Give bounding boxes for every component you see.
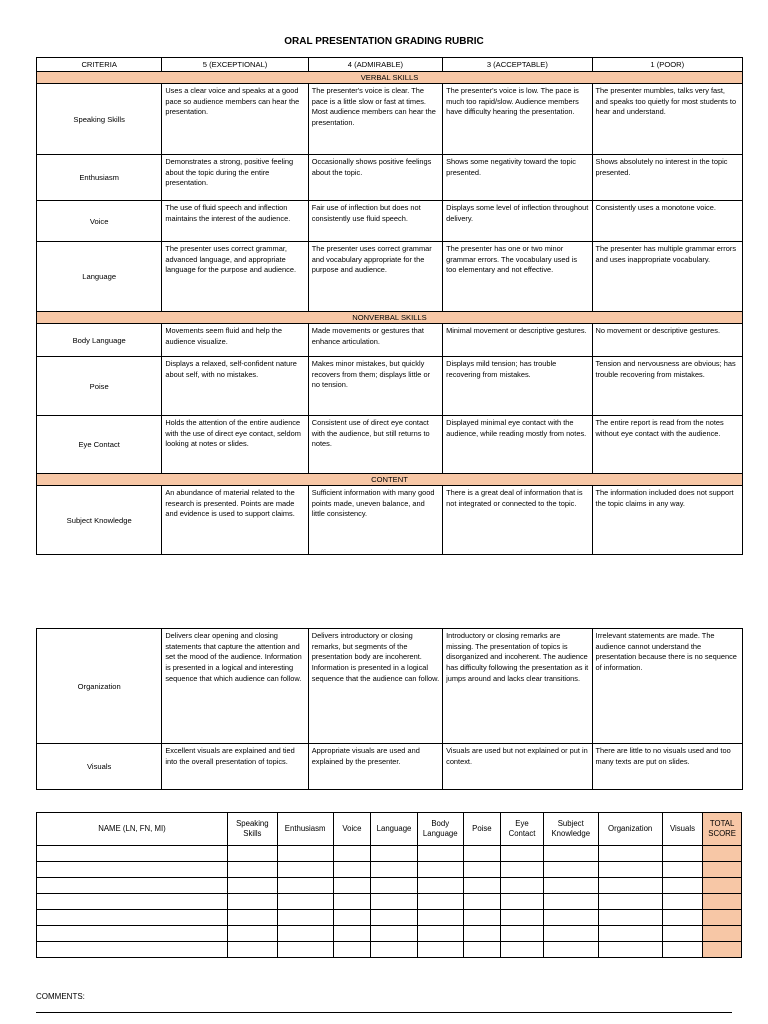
rubric-row-poise <box>37 357 743 416</box>
header-subject-knowledge: Subject Knowledge <box>543 813 598 846</box>
score-cell[interactable] <box>417 846 463 862</box>
score-cell[interactable] <box>501 910 544 926</box>
rubric-cell: Movements seem fluid and help the audience visualize. <box>162 324 308 357</box>
score-cell[interactable] <box>277 910 333 926</box>
score-cell[interactable] <box>543 942 598 958</box>
comments-label: COMMENTS: <box>36 992 85 1001</box>
rubric-table-continued <box>36 628 743 790</box>
rubric-cell: Fair use of inflection but does not consistently use fluid speech. <box>308 201 442 242</box>
score-cell[interactable] <box>333 942 371 958</box>
rubric-cell: Delivers clear opening and closing statements that capture the attention and set the mood of the audience. Information is presented in a logical and interesting sequence that which audience can follow. <box>162 629 308 744</box>
rubric-cell: Visuals are used but not explained or put in context. <box>443 744 592 790</box>
header-poise: Poise <box>463 813 501 846</box>
criterion-label: Poise <box>37 357 162 416</box>
score-cell[interactable] <box>227 846 277 862</box>
student-name-cell[interactable] <box>37 846 228 862</box>
score-cell[interactable] <box>463 926 501 942</box>
section-label: CONTENT <box>37 474 743 486</box>
rubric-cell: Appropriate visuals are used and explained by the presenter. <box>308 744 442 790</box>
score-cell[interactable] <box>333 910 371 926</box>
rubric-cell: Consistently uses a monotone voice. <box>592 201 742 242</box>
criterion-label: Subject Knowledge <box>37 486 162 555</box>
rubric-table <box>36 57 743 555</box>
rubric-row-subject-knowledge <box>37 486 743 555</box>
score-cell[interactable] <box>662 926 703 942</box>
rubric-row-visuals <box>37 744 743 790</box>
section-content <box>37 474 743 486</box>
rubric-row-eye-contact <box>37 416 743 474</box>
header-criteria: CRITERIA <box>37 58 162 72</box>
rubric-cell: Delivers introductory or closing remarks, but segments of the presentation body are incoherent. Information is presented in a logical sequence that the audience can follow. <box>308 629 442 744</box>
score-cell[interactable] <box>463 894 501 910</box>
score-cell[interactable] <box>543 910 598 926</box>
student-name-cell[interactable] <box>37 894 228 910</box>
criterion-label: Organization <box>37 629 162 744</box>
score-cell[interactable] <box>463 942 501 958</box>
student-name-cell[interactable] <box>37 942 228 958</box>
rubric-cell: The presenter's voice is clear. The pace is a little slow or fast at times. Most audience members can hear the presentation. <box>308 84 442 155</box>
rubric-cell: No movement or descriptive gestures. <box>592 324 742 357</box>
score-cell[interactable] <box>371 862 418 878</box>
score-cell[interactable] <box>598 894 662 910</box>
rubric-cell: The presenter uses correct grammar, advanced language, and appropriate language for the purpose and audience. <box>162 242 308 312</box>
section-label: VERBAL SKILLS <box>37 72 743 84</box>
score-cell[interactable] <box>227 926 277 942</box>
score-cell[interactable] <box>501 926 544 942</box>
score-cell[interactable] <box>227 910 277 926</box>
score-cell[interactable] <box>277 878 333 894</box>
score-cell[interactable] <box>417 862 463 878</box>
header-poor: 1 (POOR) <box>592 58 742 72</box>
header-exceptional: 5 (EXCEPTIONAL) <box>162 58 308 72</box>
rubric-cell: Excellent visuals are explained and tied into the overall presentation of topics. <box>162 744 308 790</box>
rubric-cell: There are little to no visuals used and too many texts are put on slides. <box>592 744 742 790</box>
total-score-cell[interactable] <box>703 894 742 910</box>
rubric-cell: Shows absolutely no interest in the topic presented. <box>592 155 742 201</box>
rubric-row-body-language <box>37 324 743 357</box>
rubric-cell: Displayed minimal eye contact with the audience, while reading mostly from notes. <box>443 416 592 474</box>
rubric-cell: Consistent use of direct eye contact with the audience, but still returns to notes. <box>308 416 442 474</box>
score-cell[interactable] <box>463 878 501 894</box>
grading-row <box>37 846 742 862</box>
rubric-cell: The presenter has multiple grammar errors and uses inappropriate vocabulary. <box>592 242 742 312</box>
score-cell[interactable] <box>463 862 501 878</box>
score-cell[interactable] <box>501 942 544 958</box>
score-cell[interactable] <box>543 862 598 878</box>
rubric-cell: There is a great deal of information that is not integrated or connected to the topic. <box>443 486 592 555</box>
score-cell[interactable] <box>227 878 277 894</box>
student-name-cell[interactable] <box>37 862 228 878</box>
score-cell[interactable] <box>463 910 501 926</box>
grading-row <box>37 910 742 926</box>
header-body-language: Body Language <box>417 813 463 846</box>
student-name-cell[interactable] <box>37 910 228 926</box>
score-cell[interactable] <box>598 878 662 894</box>
score-cell[interactable] <box>662 894 703 910</box>
score-cell[interactable] <box>543 878 598 894</box>
score-cell[interactable] <box>463 846 501 862</box>
score-cell[interactable] <box>333 894 371 910</box>
rubric-cell: The presenter's voice is low. The pace is much too rapid/slow. Audience members have difficulty hearing the presentation. <box>443 84 592 155</box>
header-enthusiasm: Enthusiasm <box>277 813 333 846</box>
student-name-cell[interactable] <box>37 878 228 894</box>
score-cell[interactable] <box>598 910 662 926</box>
student-name-cell[interactable] <box>37 926 228 942</box>
header-organization: Organization <box>598 813 662 846</box>
header-visuals: Visuals <box>662 813 703 846</box>
score-cell[interactable] <box>371 926 418 942</box>
header-name: NAME (LN, FN, MI) <box>37 813 228 846</box>
score-cell[interactable] <box>333 846 371 862</box>
score-cell[interactable] <box>501 878 544 894</box>
rubric-cell: The entire report is read from the notes without eye contact with the audience. <box>592 416 742 474</box>
rubric-cell: The presenter mumbles, talks very fast, and speaks too quietly for most students to hear and understand. <box>592 84 742 155</box>
rubric-cell: The presenter has one or two minor grammar errors. The vocabulary used is too elementary and not effective. <box>443 242 592 312</box>
score-cell[interactable] <box>227 862 277 878</box>
score-cell[interactable] <box>277 862 333 878</box>
rubric-cell: The presenter uses correct grammar and vocabulary appropriate for the purpose and audience. <box>308 242 442 312</box>
total-score-cell[interactable] <box>703 910 742 926</box>
rubric-row-language <box>37 242 743 312</box>
rubric-cell: The information included does not support the topic claims in any way. <box>592 486 742 555</box>
criterion-label: Speaking Skills <box>37 84 162 155</box>
rubric-cell: The use of fluid speech and inflection maintains the interest of the audience. <box>162 201 308 242</box>
rubric-cell: Displays mild tension; has trouble recovering from mistakes. <box>443 357 592 416</box>
page-title: ORAL PRESENTATION GRADING RUBRIC <box>284 36 484 47</box>
grading-row <box>37 926 742 942</box>
rubric-row-voice <box>37 201 743 242</box>
grading-table <box>36 812 742 958</box>
rubric-cell: Sufficient information with many good points made, uneven balance, and little consistency. <box>308 486 442 555</box>
score-cell[interactable] <box>598 846 662 862</box>
grading-row <box>37 878 742 894</box>
header-language: Language <box>371 813 418 846</box>
rubric-cell: Displays a relaxed, self-confident nature about self, with no mistakes. <box>162 357 308 416</box>
rubric-cell: An abundance of material related to the research is presented. Points are made and evidence is used to support claims. <box>162 486 308 555</box>
score-cell[interactable] <box>333 878 371 894</box>
rubric-cell: Irrelevant statements are made. The audience cannot understand the presentation because there is no sequence of information. <box>592 629 742 744</box>
section-nonverbal-skills <box>37 312 743 324</box>
score-cell[interactable] <box>662 910 703 926</box>
score-cell[interactable] <box>333 862 371 878</box>
rubric-cell: Makes minor mistakes, but quickly recovers from them; displays little or no tension. <box>308 357 442 416</box>
rubric-cell: Made movements or gestures that enhance articulation. <box>308 324 442 357</box>
section-verbal-skills <box>37 72 743 84</box>
criterion-label: Body Language <box>37 324 162 357</box>
rubric-cell: Occasionally shows positive feelings about the topic. <box>308 155 442 201</box>
rubric-row-speaking-skills <box>37 84 743 155</box>
rubric-cell: Shows some negativity toward the topic presented. <box>443 155 592 201</box>
criterion-label: Visuals <box>37 744 162 790</box>
rubric-row-organization <box>37 629 743 744</box>
rubric-cell: Demonstrates a strong, positive feeling about the topic during the entire presentation. <box>162 155 308 201</box>
rubric-cell: Introductory or closing remarks are missing. The presentation of topics is disorganized and incoherent. The audience has difficulty following the presentation as it jumps around and lacks clear transitions. <box>443 629 592 744</box>
grading-header-row <box>37 813 742 846</box>
rubric-cell: Holds the attention of the entire audience with the use of direct eye contact, seldom looking at notes or slides. <box>162 416 308 474</box>
total-score-cell[interactable] <box>703 942 742 958</box>
header-voice: Voice <box>333 813 371 846</box>
criterion-label: Language <box>37 242 162 312</box>
rubric-cell: Displays some level of inflection throughout delivery. <box>443 201 592 242</box>
score-cell[interactable] <box>227 894 277 910</box>
grading-row <box>37 894 742 910</box>
score-cell[interactable] <box>277 926 333 942</box>
rubric-cell: Uses a clear voice and speaks at a good pace so audience members can hear the presentation. <box>162 84 308 155</box>
score-cell[interactable] <box>417 910 463 926</box>
total-score-cell[interactable] <box>703 862 742 878</box>
header-speaking-skills: Speaking Skills <box>227 813 277 846</box>
score-cell[interactable] <box>371 894 418 910</box>
score-cell[interactable] <box>417 878 463 894</box>
score-cell[interactable] <box>662 862 703 878</box>
score-cell[interactable] <box>371 910 418 926</box>
criterion-label: Voice <box>37 201 162 242</box>
header-acceptable: 3 (ACCEPTABLE) <box>443 58 592 72</box>
criterion-label: Eye Contact <box>37 416 162 474</box>
score-cell[interactable] <box>371 846 418 862</box>
score-cell[interactable] <box>417 926 463 942</box>
criterion-label: Enthusiasm <box>37 155 162 201</box>
score-cell[interactable] <box>662 878 703 894</box>
score-cell[interactable] <box>501 846 544 862</box>
score-cell[interactable] <box>662 846 703 862</box>
score-cell[interactable] <box>501 894 544 910</box>
score-cell[interactable] <box>662 942 703 958</box>
score-cell[interactable] <box>227 942 277 958</box>
score-cell[interactable] <box>543 846 598 862</box>
score-cell[interactable] <box>501 862 544 878</box>
rubric-cell: Tension and nervousness are obvious; has trouble recovering from mistakes. <box>592 357 742 416</box>
grading-row <box>37 942 742 958</box>
score-cell[interactable] <box>543 894 598 910</box>
grading-row <box>37 862 742 878</box>
grading-body <box>37 846 742 958</box>
total-score-cell[interactable] <box>703 878 742 894</box>
header-total-score: TOTAL SCORE <box>703 813 742 846</box>
section-label: NONVERBAL SKILLS <box>37 312 743 324</box>
score-cell[interactable] <box>417 942 463 958</box>
score-cell[interactable] <box>333 926 371 942</box>
rubric-header-row <box>37 58 743 72</box>
total-score-cell[interactable] <box>703 846 742 862</box>
score-cell[interactable] <box>277 894 333 910</box>
total-score-cell[interactable] <box>703 926 742 942</box>
score-cell[interactable] <box>417 894 463 910</box>
score-cell[interactable] <box>598 926 662 942</box>
comments-line[interactable] <box>36 1012 732 1013</box>
score-cell[interactable] <box>371 878 418 894</box>
rubric-row-enthusiasm <box>37 155 743 201</box>
score-cell[interactable] <box>277 942 333 958</box>
score-cell[interactable] <box>598 862 662 878</box>
score-cell[interactable] <box>277 846 333 862</box>
header-admirable: 4 (ADMIRABLE) <box>308 58 442 72</box>
header-eye-contact: Eye Contact <box>501 813 544 846</box>
score-cell[interactable] <box>371 942 418 958</box>
score-cell[interactable] <box>543 926 598 942</box>
rubric-cell: Minimal movement or descriptive gestures. <box>443 324 592 357</box>
score-cell[interactable] <box>598 942 662 958</box>
